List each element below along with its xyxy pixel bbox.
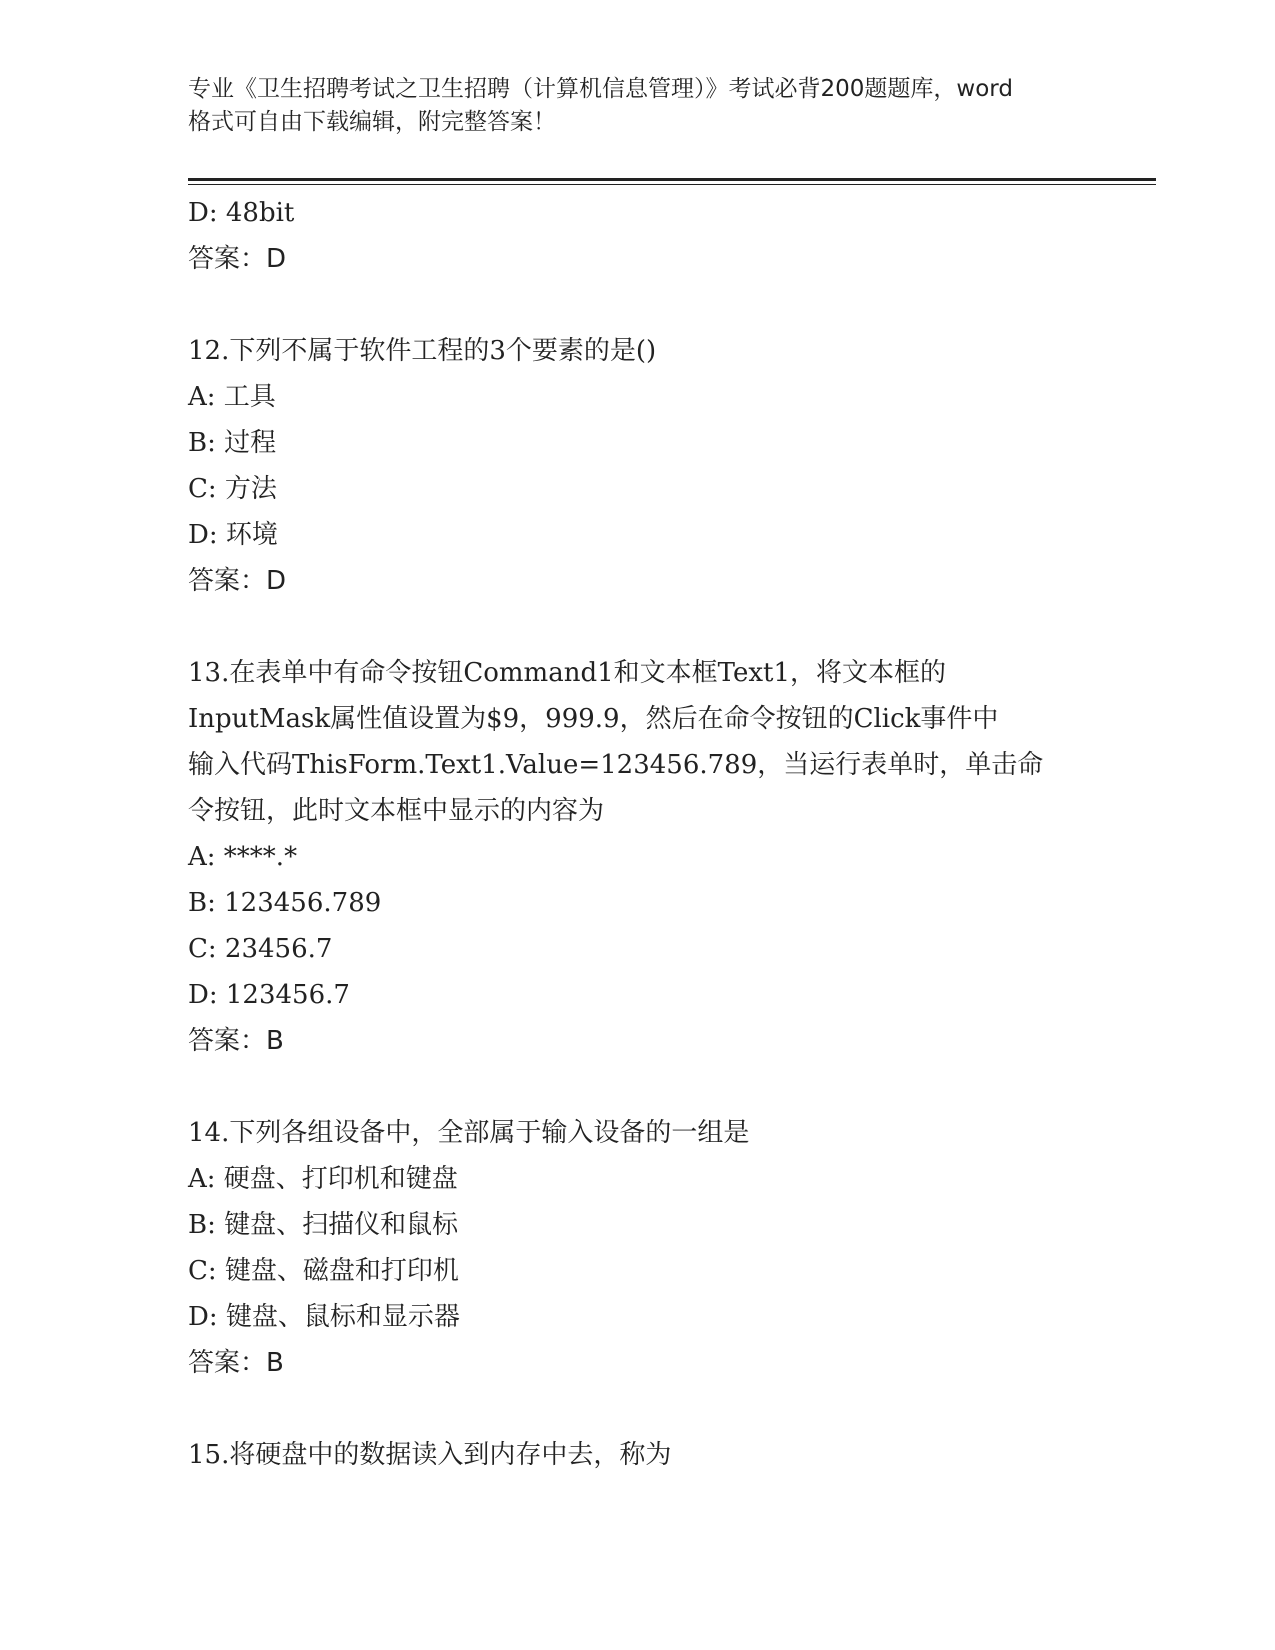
option-a: A: ****.* (188, 842, 298, 872)
question-text: 15.将硬盘中的数据读入到内存中去，称为 (188, 1440, 672, 1470)
question-12 (188, 328, 1088, 604)
option-c: C: 23456.7 (188, 934, 333, 964)
document-body (188, 190, 1088, 1478)
question-text-line-2: InputMask属性值设置为$9，999.9，然后在命令按钮的Click事件中 (188, 704, 999, 734)
question-text-line-3: 输入代码ThisForm.Text1.Value=123456.789，当运行表单时，单击命 (188, 750, 1044, 780)
question-11-tail (188, 190, 1088, 282)
option-c: C: 方法 (188, 474, 277, 504)
question-13 (188, 650, 1088, 1064)
spacer (188, 282, 1088, 328)
spacer (188, 1386, 1088, 1432)
option-c: C: 键盘、磁盘和打印机 (188, 1256, 459, 1286)
question-text-line-1: 13.在表单中有命令按钮Command1和文本框Text1，将文本框的 (188, 658, 946, 688)
option-b: B: 键盘、扫描仪和鼠标 (188, 1210, 459, 1240)
option-b: B: 过程 (188, 428, 277, 458)
question-text-line-4: 令按钮，此时文本框中显示的内容为 (188, 796, 605, 826)
answer: 答案：B (188, 1348, 284, 1378)
option-a: A: 工具 (188, 382, 276, 412)
document-header (188, 73, 1088, 139)
question-14 (188, 1110, 1088, 1386)
question-text: 12.下列不属于软件工程的3个要素的是() (188, 336, 657, 366)
header-divider-thin (188, 184, 1156, 185)
question-15 (188, 1432, 1088, 1478)
option-d: D: 键盘、鼠标和显示器 (188, 1302, 460, 1332)
header-line-2: 格式可自由下载编辑，附完整答案！ (188, 109, 556, 135)
answer: 答案：B (188, 1026, 284, 1056)
answer: 答案：D (188, 244, 287, 274)
spacer (188, 604, 1088, 650)
option-b: B: 123456.789 (188, 888, 382, 918)
option-a: A: 硬盘、打印机和键盘 (188, 1164, 458, 1194)
header-line-1: 专业《卫生招聘考试之卫生招聘（计算机信息管理）》考试必背200题题库，word (188, 76, 1013, 102)
option-d: D: 123456.7 (188, 980, 350, 1010)
option-d: D: 环境 (188, 520, 278, 550)
spacer (188, 1064, 1088, 1110)
answer: 答案：D (188, 566, 287, 596)
question-text: 14.下列各组设备中，全部属于输入设备的一组是 (188, 1118, 750, 1148)
option-d: D: 48bit (188, 198, 295, 228)
header-divider-thick (188, 178, 1156, 181)
